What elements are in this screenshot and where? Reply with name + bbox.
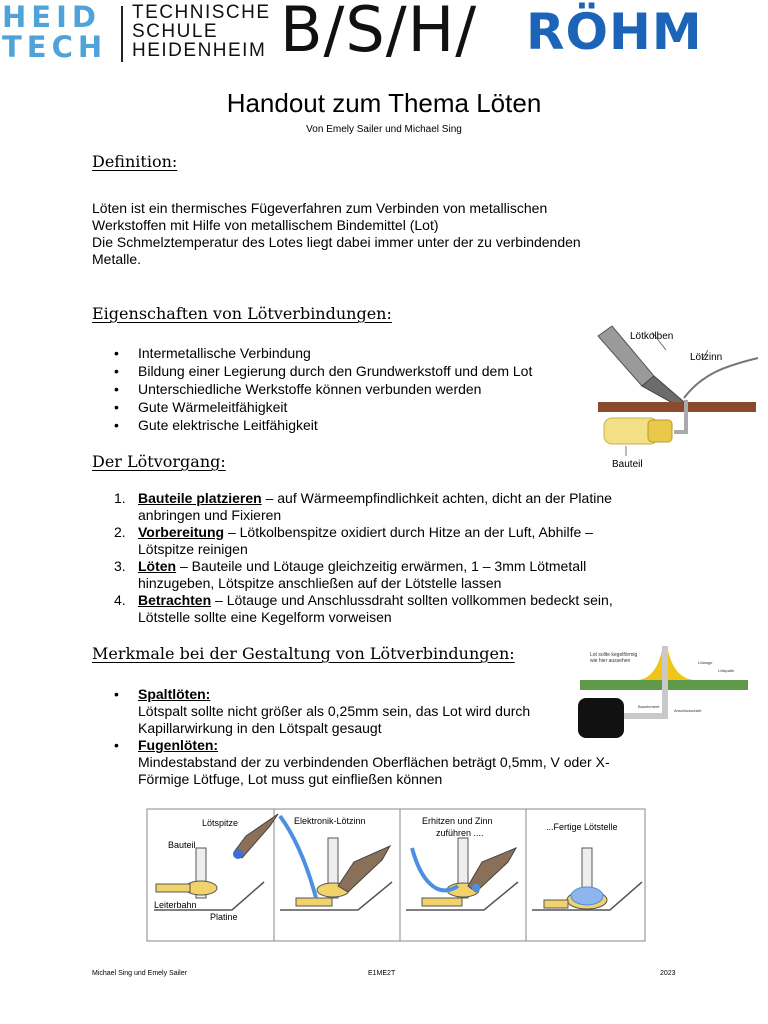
step-number: 3. (114, 558, 126, 574)
heidtech-logo (2, 2, 114, 62)
merkmal-term: Spaltlöten: (138, 686, 211, 702)
step-term: Löten (138, 558, 177, 574)
board-shape (598, 402, 756, 412)
step-term: Bauteile platzieren (138, 490, 262, 506)
label-elektronik-loetzinn: Elektronik-Lötzinn (294, 816, 366, 826)
step-text: – Bauteile und Lötauge gleichzeitig erwärmen, 1 – 3mm Lötmetall (176, 558, 587, 574)
step-number: 1. (114, 490, 126, 506)
merkmal-text: Förmige Lötfuge, Lot muss gut einfließen können (138, 771, 443, 787)
logo-row (0, 0, 768, 70)
list-item: • Intermetallische Verbindung (114, 344, 532, 362)
solder-wire-shape (684, 358, 758, 398)
definition-heading: Definition: (92, 152, 178, 171)
step-term: Betrachten (138, 592, 212, 608)
label-loetkolben: Lötkolben (630, 331, 674, 342)
step-term: Vorbereitung (138, 524, 225, 540)
label-anschlussdraht: Anschlussdraht (674, 708, 702, 713)
component-cap-shape (648, 420, 672, 442)
label-bauteil: Bauteil (612, 459, 643, 470)
logo-heid: HEID (2, 0, 101, 34)
label-loetauge: Lötauge (698, 660, 713, 665)
merkmal-text: Kapillarwirkung in den Lötspalt gesaugt (138, 720, 382, 736)
label-kegel-1: Lot sollte kegelförmig (590, 652, 638, 658)
list-item: • Gute elektrische Leitfähigkeit (114, 416, 532, 434)
list-item (114, 558, 674, 592)
definition-line: Werkstoffen mit Hilfe von metallischem Bindemittel (Lot) (92, 217, 439, 233)
logo-tech: TECH (2, 30, 108, 64)
label-bauelement: Bauelement (638, 704, 660, 709)
soldering-steps-figure (146, 808, 646, 942)
logo-divider (121, 6, 123, 62)
bsh-logo: B/S/H/ (280, 0, 478, 66)
footer-class: E1ME2T (368, 970, 396, 977)
step-text: – Lötauge und Anschlussdraht sollten vollkommen bedeckt sein, (211, 592, 613, 608)
step-number: 4. (114, 592, 126, 608)
footer-year: 2023 (660, 970, 676, 977)
merkmal-term: Fugenlöten: (138, 737, 219, 753)
list-item (114, 524, 674, 558)
school-line-1: TECHNISCHE (132, 2, 271, 23)
step-text: hinzugeben, Lötspitze anschließen auf der Lötstelle lassen (138, 575, 502, 591)
school-line-2: SCHULE (132, 21, 219, 42)
label-bauteil-step: Bauteil (168, 840, 196, 850)
school-line-3: HEIDENHEIM (132, 40, 267, 61)
school-name (132, 3, 271, 60)
definition-line: Metalle. (92, 251, 142, 267)
definition-text (92, 200, 652, 268)
merkmale-heading: Merkmale bei der Gestaltung von Lötverbindungen: (92, 644, 515, 663)
step-text: anbringen und Fixieren (138, 507, 282, 523)
label-kegel-2: wie hier aussehen (590, 658, 631, 664)
component-shape (578, 698, 624, 738)
rohm-logo: RÖHM (526, 3, 703, 61)
list-item: • Unterschiedliche Werkstoffe können verbunden werden (114, 380, 532, 398)
step-text: – Lötkolbenspitze oxidiert durch Hitze an der Luft, Abhilfe – (224, 524, 593, 540)
merkmal-text: Mindestabstand der zu verbindenden Oberflächen beträgt 0,5mm, V oder X- (138, 754, 610, 770)
label-fertige-loetstelle: ...Fertige Lötstelle (546, 822, 618, 832)
footer-authors: Michael Sing und Emely Sailer (92, 970, 187, 977)
lead-bend-shape (624, 690, 665, 716)
list-item: • Gute Wärmeleitfähigkeit (114, 398, 532, 416)
label-erhitzen-1: Erhitzen und Zinn (422, 816, 493, 826)
label-loetzinn: Lötzinn (690, 352, 723, 363)
list-item (114, 592, 674, 626)
label-loetspitze: Lötspitze (202, 818, 239, 828)
step-text: – auf Wärmeempfindlichkeit achten, dicht an der Platine (261, 490, 612, 506)
merkmal-text: Lötspalt sollte nicht größer als 0,25mm sein, das Lot wird durch (138, 703, 531, 719)
vorgang-list (114, 490, 674, 626)
step-text: Lötstelle sollte eine Kegelform vorweisen (138, 609, 392, 625)
eigenschaften-heading: Eigenschaften von Lötverbindungen: (92, 304, 392, 323)
label-erhitzen-2: zuführen .... (436, 828, 484, 838)
page-title: Handout zum Thema Löten (226, 88, 542, 118)
definition-line: Löten ist ein thermisches Fügeverfahren zum Verbinden von metallischen (92, 200, 548, 216)
page-subtitle: Von Emely Sailer und Michael Sing (306, 124, 462, 135)
eigenschaften-list (114, 344, 532, 434)
step-number: 2. (114, 524, 126, 540)
definition-line: Die Schmelztemperatur des Lotes liegt dabei immer unter der zu verbindenden (92, 234, 581, 250)
step-text: Lötspitze reinigen (138, 541, 248, 557)
soldering-iron-figure (590, 322, 760, 474)
list-item (114, 490, 674, 524)
list-item (114, 737, 674, 788)
label-loetpad: Lötspalte (718, 668, 735, 673)
label-leiterbahn: Leiterbahn (154, 900, 197, 910)
iron-tip-shape (642, 376, 684, 406)
list-item: • Bildung einer Legierung durch den Grundwerkstoff und dem Lot (114, 362, 532, 380)
solder-joint-figure (578, 642, 750, 738)
label-platine: Platine (210, 912, 238, 922)
vorgang-heading: Der Lötvorgang: (92, 452, 226, 471)
solder-joint-shape (571, 887, 603, 905)
